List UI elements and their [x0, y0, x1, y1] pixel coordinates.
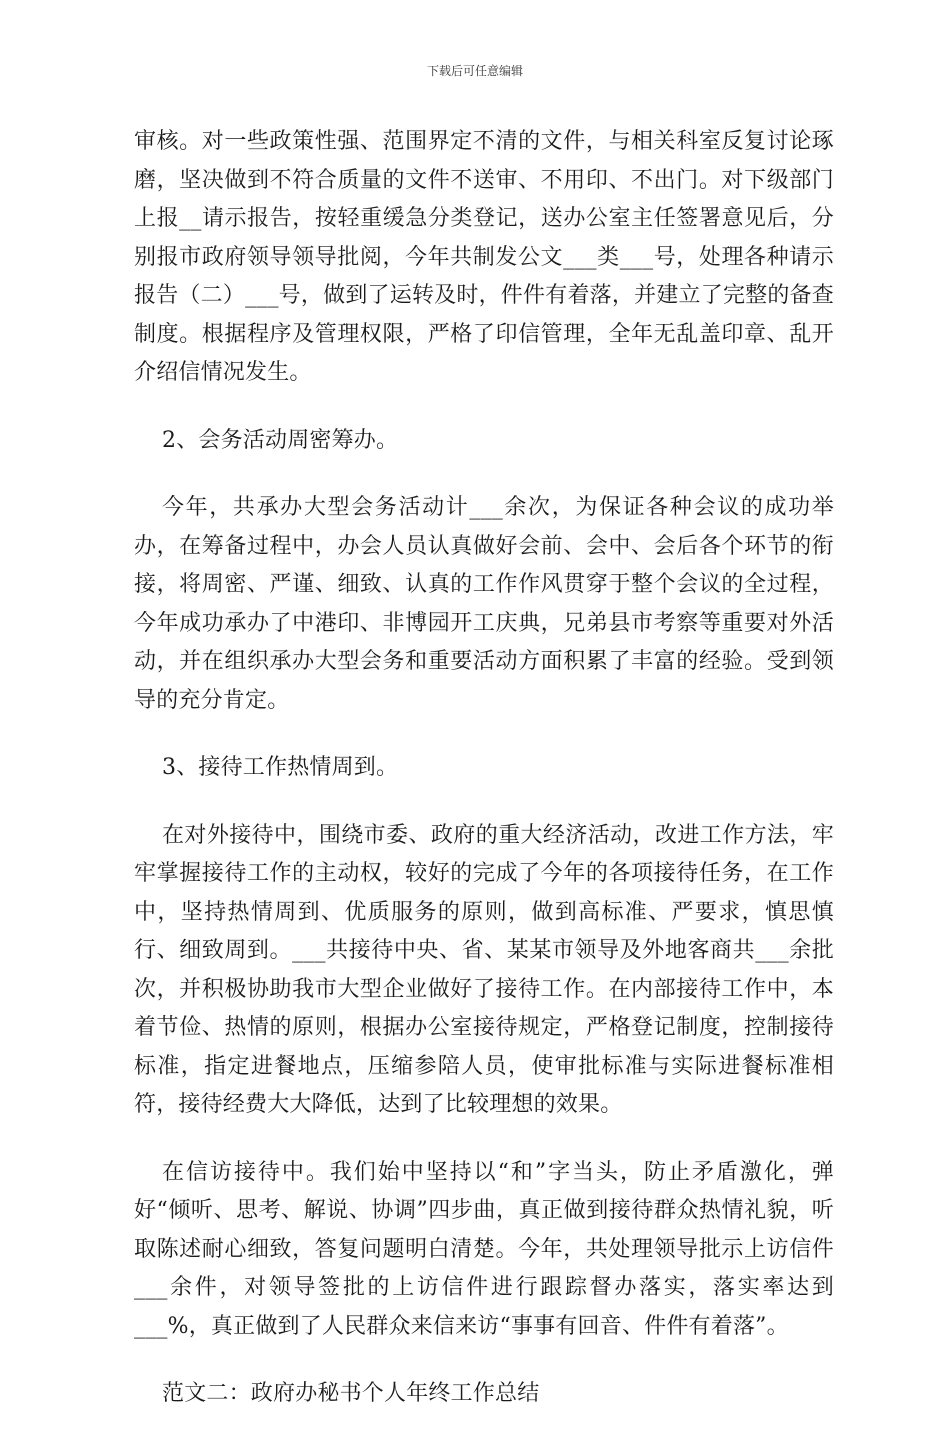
paragraph-reception: 在对外接待中，围绕市委、政府的重大经济活动，改进工作方法，牢牢掌握接待工作的主动权，较好的完成了今年的各项接待任务，在工作中，坚持热情周到、优质服务的原则，做到高标准、严要求，慎思慎行、细致周到。___共接待中央、省、某某市领导及外地客商共___余批次，并积极协助我市大型企业做好了接待工作。在内部接待工作中，本着节俭、热情的原则，根据办公室接待规定，严格登记制度，控制接待标准，指定进餐地点，压缩参陪人员，使审批标准与实际进餐标准相符，接待经费大大降低，达到了比较理想的效果。	[134, 822, 834, 1117]
section-heading-meetings: 2、会务活动周密筹办。	[162, 427, 399, 453]
sample-title: 范文二：政府办秘书个人年终工作总结	[162, 1381, 540, 1406]
paragraph-petitions: 在信访接待中。我们始中坚持以“和”字当头，防止矛盾激化，弹好“倾听、思考、解说、协调”四步曲，真正做到接待群众热情礼貌，听取陈述耐心细致，答复问题明白清楚。今年，共处理领导批示上访信件___余件，对领导签批的上访信件进行跟踪督办落实，落实率达到___%，真正做到了人民群众来信来访“事事有回音、件件有着落”。	[134, 1159, 834, 1339]
paragraph-review: 审核。对一些政策性强、范围界定不清的文件，与相关科室反复讨论琢磨，坚决做到不符合质量的文件不送审、不用印、不出门。对下级部门上报__请示报告，按轻重缓急分类登记，送办公室主任签署意见后，分别报市政府领导领导批阅，今年共制发公文___类___号，处理各种请示报告（二）___号，做到了运转及时，件件有着落，并建立了完整的备查制度。根据程序及管理权限，严格了印信管理，全年无乱盖印章、乱开介绍信情况发生。	[134, 129, 834, 385]
document-body	[134, 123, 834, 1443]
section-heading-reception: 3、接待工作热情周到。	[162, 755, 399, 780]
page-header: 下载后可任意编辑	[426, 64, 523, 78]
paragraph-meetings: 今年，共承办大型会务活动计___余次，为保证各种会议的成功举办，在筹备过程中，办会人员认真做好会前、会中、会后各个环节的衔接，将周密、严谨、细致、认真的工作作风贯穿于整个会议的全过程，今年成功承办了中港印、非博园开工庆典，兄弟县市考察等重要对外活动，并在组织承办大型会务和重要活动方面积累了丰富的经验。受到领导的充分肯定。	[134, 495, 834, 713]
